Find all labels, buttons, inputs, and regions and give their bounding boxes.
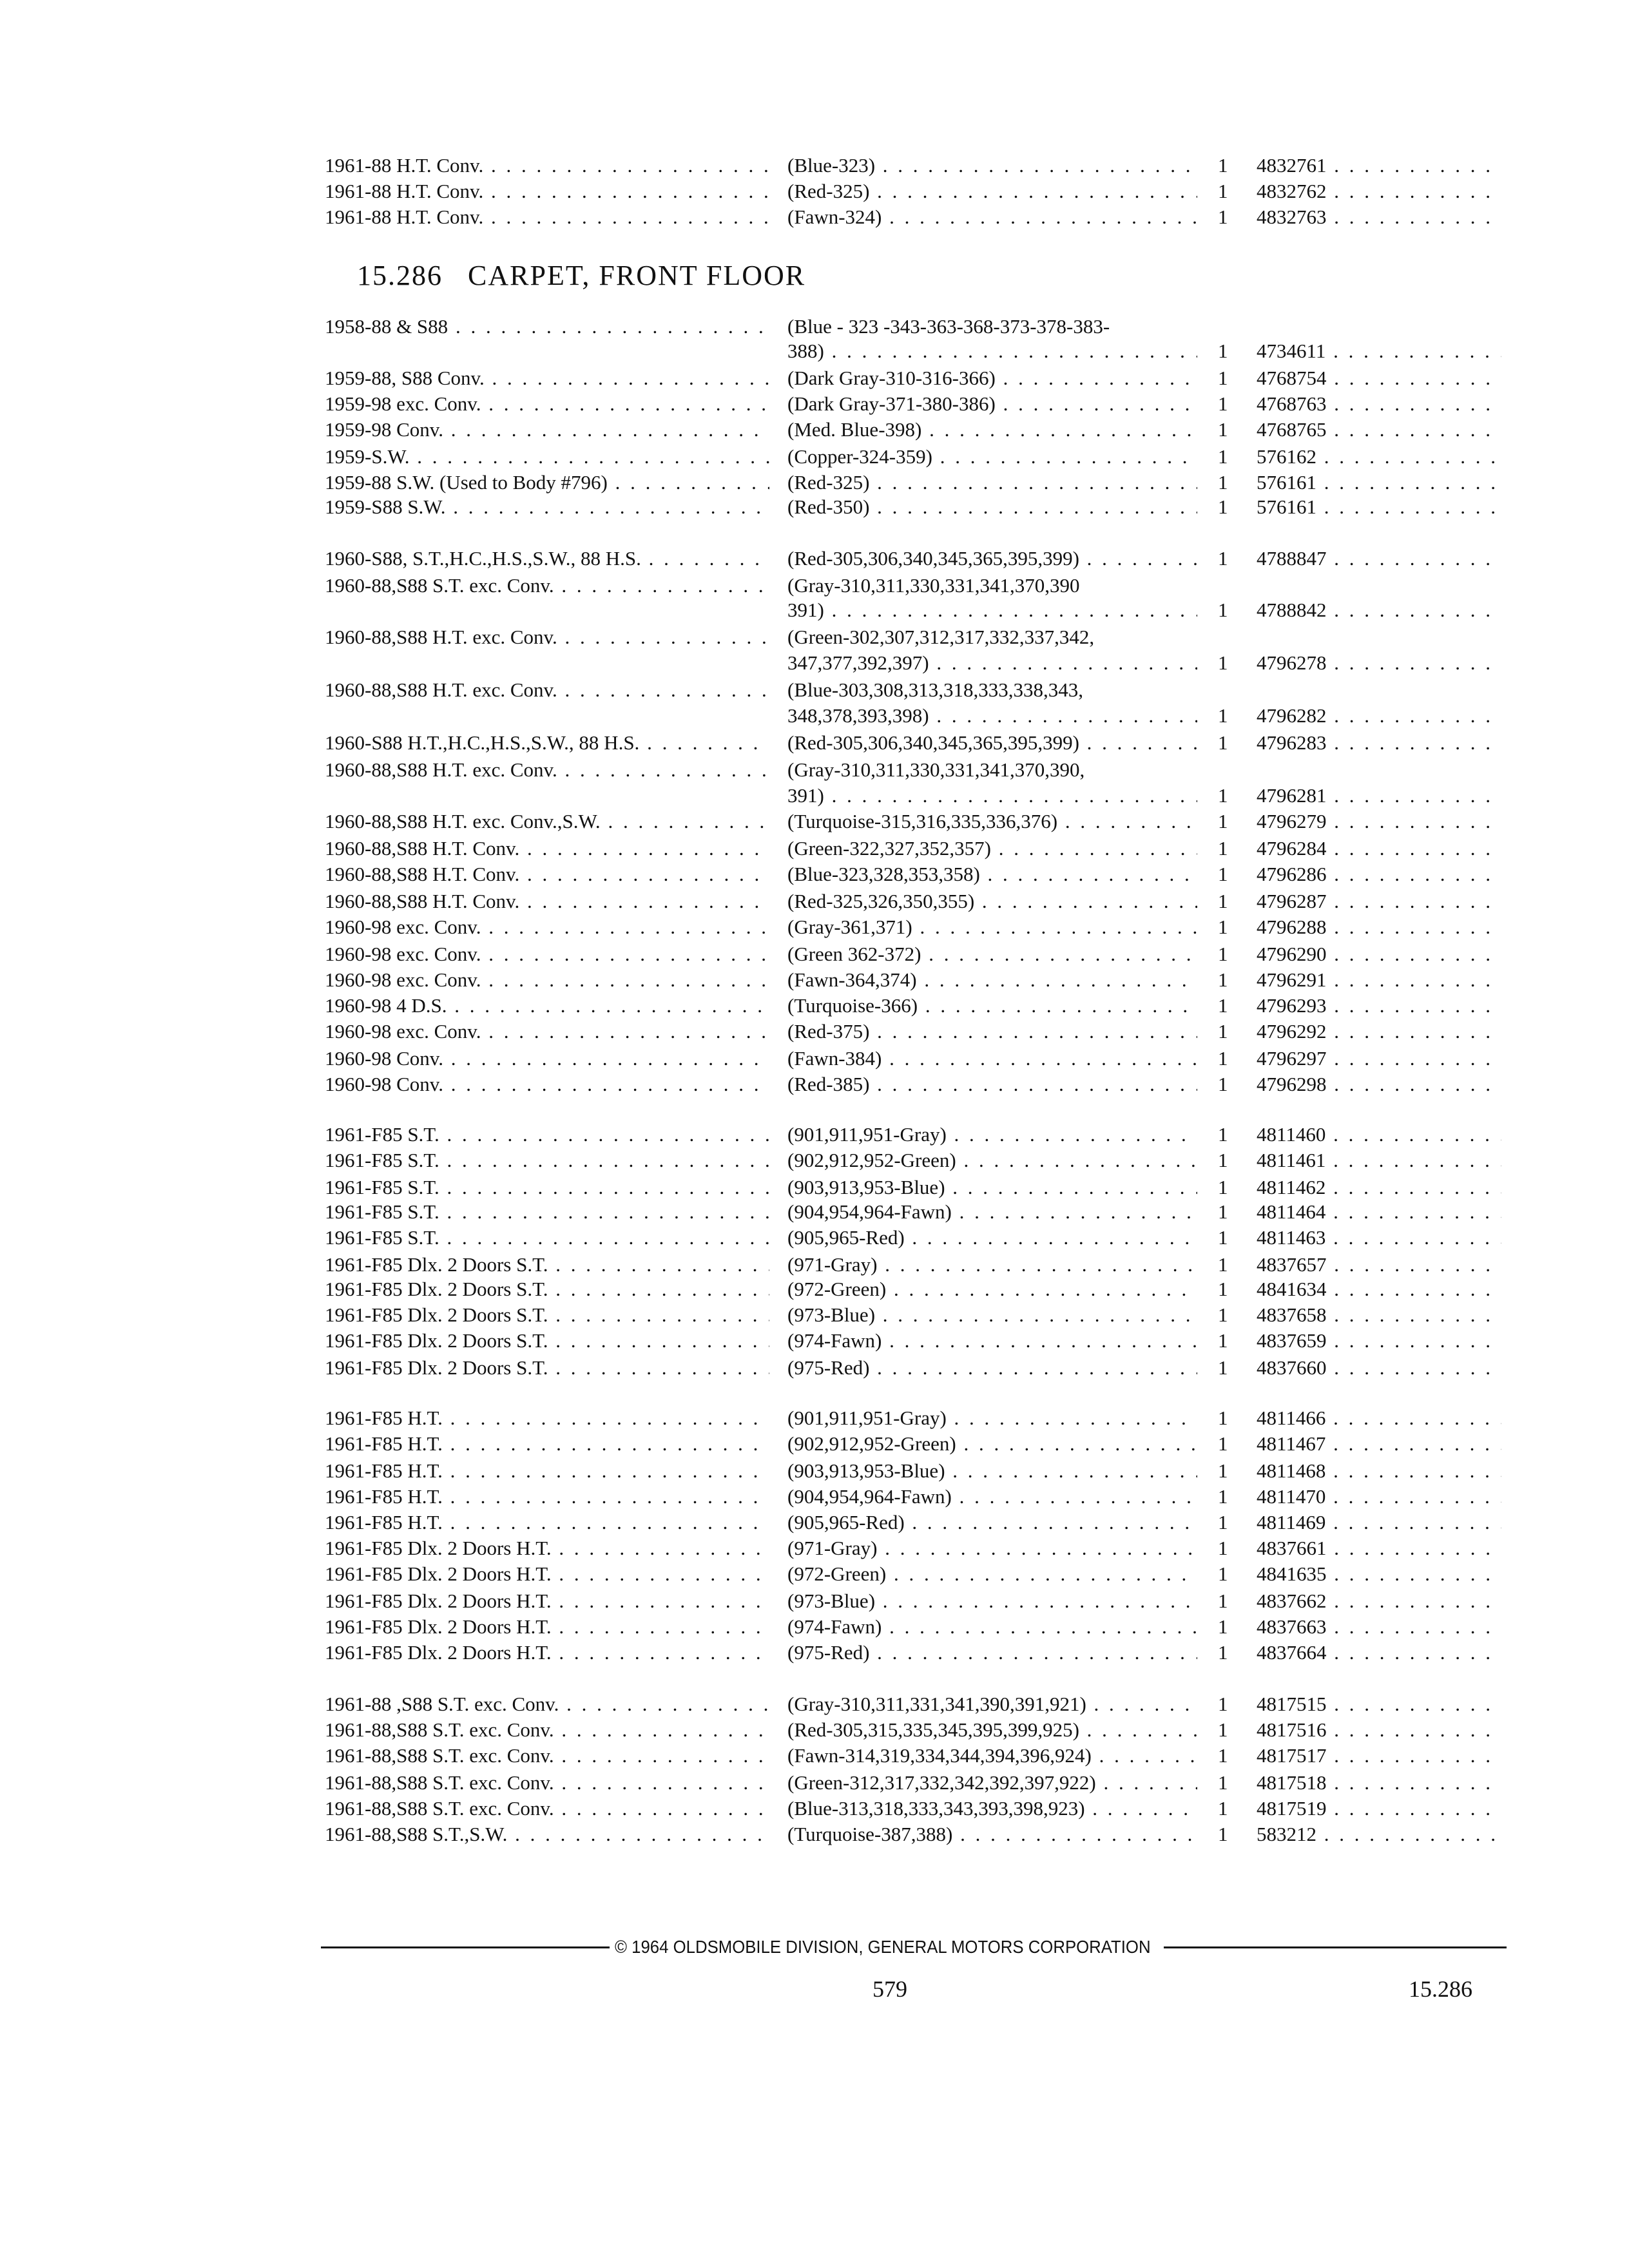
part-number-cell: 4796279 . . . [1257, 808, 1501, 835]
trim-cell: (974-Fawn) . . . [787, 1327, 1197, 1354]
application-cell: 1961-88,S88 S.T.,S.W. . . . [325, 1821, 769, 1848]
application-cell: 1960-98 exc. Conv. . . . [325, 1018, 769, 1045]
quantity-cell: 1 [1218, 837, 1228, 860]
parts-row [0, 572, 1629, 599]
parts-row [0, 1174, 1629, 1201]
application-cell: 1960-88,S88 S.T. exc. Conv. . . . [325, 572, 769, 599]
parts-row [0, 545, 1629, 572]
part-number-cell: 4796293 . . . [1257, 992, 1501, 1019]
application-cell: 1960-88,S88 H.T. Conv. . . . [325, 861, 769, 888]
part-number-cell: 4796287 . . . [1257, 888, 1501, 915]
part-number-cell: 4796281 . . . [1257, 782, 1501, 809]
application-cell: 1960-S88 H.T.,H.C.,H.S.,S.W., 88 H.S. . . . [325, 729, 769, 756]
parts-row [0, 1147, 1629, 1174]
parts-row [0, 1457, 1629, 1485]
parts-row [0, 914, 1629, 941]
quantity-cell: 1 [1218, 1771, 1228, 1794]
parts-row [0, 1251, 1629, 1278]
part-number-cell: 4832763 . . . [1257, 204, 1501, 231]
quantity-cell: 1 [1218, 1356, 1228, 1379]
quantity-cell: 1 [1218, 1641, 1228, 1664]
trim-cell: (905,965-Red) . . . [787, 1509, 1197, 1536]
quantity-cell: 1 [1218, 1407, 1228, 1429]
application-cell: 1960-88,S88 H.T. Conv. . . . [325, 835, 769, 862]
part-number-cell: 576161 . . . [1257, 469, 1501, 496]
parts-row [0, 1535, 1629, 1562]
quantity-cell: 1 [1218, 495, 1228, 518]
quantity-cell: 1 [1218, 1693, 1228, 1715]
part-number-cell: 576161 . . . [1257, 494, 1501, 521]
parts-row [0, 494, 1629, 521]
trim-cell: (904,954,964-Fawn) . . . [787, 1198, 1197, 1225]
parts-row [0, 365, 1629, 392]
part-number-cell: 4817517 . . . [1257, 1742, 1501, 1769]
trim-cell: (Gray-361,371) . . . [787, 914, 1197, 941]
parts-row [0, 1430, 1629, 1457]
parts-row [0, 338, 1629, 365]
quantity-cell: 1 [1218, 1718, 1228, 1741]
trim-cell: (Red-305,306,340,345,365,395,399) . . . [787, 729, 1197, 756]
quantity-cell: 1 [1218, 1149, 1228, 1171]
quantity-cell: 1 [1218, 810, 1228, 832]
trim-cell: (Dark Gray-371-380-386) . . . [787, 390, 1197, 418]
trim-cell: (972-Green) . . . [787, 1276, 1197, 1303]
application-cell: 1961-F85 Dlx. 2 Doors H.T. . . . [325, 1535, 769, 1562]
quantity-cell: 1 [1218, 1278, 1228, 1300]
part-number-cell: 4768765 . . . [1257, 416, 1501, 443]
quantity-cell: 1 [1218, 731, 1228, 754]
application-cell: 1960-88,S88 H.T. exc. Conv. . . . [325, 677, 769, 704]
trim-cell: (Green-322,327,352,357) . . . [787, 835, 1197, 862]
parts-row [0, 390, 1629, 418]
application-cell: 1961-88 H.T. Conv. . . . [325, 178, 769, 205]
application-cell: 1960-88,S88 H.T. exc. Conv. . . . [325, 624, 769, 651]
trim-cell: 391) . . . [787, 782, 1197, 809]
application-cell: 1961-F85 Dlx. 2 Doors S.T. . . . [325, 1327, 769, 1354]
part-number-cell: 4837662 . . . [1257, 1588, 1501, 1615]
quantity-cell: 1 [1218, 1744, 1228, 1767]
part-number-cell: 4837661 . . . [1257, 1535, 1501, 1562]
part-number-cell: 4832761 . . . [1257, 152, 1501, 179]
parts-row [0, 966, 1629, 994]
quantity-cell: 1 [1218, 651, 1228, 674]
quantity-cell: 1 [1218, 1562, 1228, 1585]
parts-row [0, 1121, 1629, 1148]
trim-cell: (972-Green) . . . [787, 1561, 1197, 1588]
part-number-cell: 4796290 . . . [1257, 941, 1501, 968]
parts-row [0, 888, 1629, 915]
application-cell: 1961-88,S88 S.T. exc. Conv. . . . [325, 1742, 769, 1769]
trim-cell: (Turquoise-315,316,335,336,376) . . . [787, 808, 1197, 835]
quantity-cell: 1 [1218, 916, 1228, 938]
application-cell: 1959-98 Conv. . . . [325, 416, 769, 443]
parts-row [0, 152, 1629, 179]
part-number-cell: 4811462 . . . [1257, 1174, 1501, 1201]
part-number-cell: 4788842 . . . [1257, 597, 1501, 624]
quantity-cell: 1 [1218, 1073, 1228, 1095]
trim-cell: (975-Red) . . . [787, 1639, 1197, 1666]
quantity-cell: 1 [1218, 1537, 1228, 1559]
section-heading [357, 259, 805, 292]
footer-rule-left [321, 1946, 610, 1948]
trim-cell: (902,912,952-Green) . . . [787, 1147, 1197, 1174]
quantity-cell: 1 [1218, 1123, 1228, 1146]
trim-cell: (Green-302,307,312,317,332,337,342, [787, 626, 1095, 648]
application-cell: 1961-F85 H.T. . . . [325, 1457, 769, 1485]
parts-row [0, 443, 1629, 470]
parts-row [0, 1588, 1629, 1615]
application-cell: 1961-F85 Dlx. 2 Doors S.T. . . . [325, 1302, 769, 1329]
trim-cell: (Red-305,315,335,345,395,399,925) . . . [787, 1716, 1197, 1744]
quantity-cell: 1 [1218, 599, 1228, 621]
trim-cell: (973-Blue) . . . [787, 1588, 1197, 1615]
parts-row [0, 204, 1629, 231]
part-number-cell: 4811467 . . . [1257, 1430, 1501, 1457]
quantity-cell: 1 [1218, 1329, 1228, 1352]
parts-row [0, 1405, 1629, 1432]
application-cell: 1961-F85 Dlx. 2 Doors S.T. . . . [325, 1276, 769, 1303]
application-cell: 1961-F85 S.T. . . . [325, 1121, 769, 1148]
trim-cell: (975-Red) . . . [787, 1354, 1197, 1381]
parts-row [0, 416, 1629, 443]
application-cell: 1961-88 H.T. Conv. . . . [325, 152, 769, 179]
part-number-cell: 4837657 . . . [1257, 1251, 1501, 1278]
parts-row [0, 1276, 1629, 1303]
application-cell: 1960-98 exc. Conv. . . . [325, 966, 769, 994]
quantity-cell: 1 [1218, 340, 1228, 362]
application-cell: 1959-98 exc. Conv. . . . [325, 390, 769, 418]
parts-row [0, 178, 1629, 205]
application-cell: 1960-98 Conv. . . . [325, 1045, 769, 1072]
application-cell: 1959-S.W. . . . [325, 443, 769, 470]
trim-cell: (Turquoise-387,388) . . . [787, 1821, 1197, 1848]
trim-cell: (Blue - 323 -343-363-368-373-378-383- [787, 315, 1110, 338]
application-cell: 1960-S88, S.T.,H.C.,H.S.,S.W., 88 H.S. . . . [325, 545, 769, 572]
quantity-cell: 1 [1218, 180, 1228, 202]
quantity-cell: 1 [1218, 1047, 1228, 1070]
footer-rule-right [1164, 1946, 1507, 1948]
trim-cell: (971-Gray) . . . [787, 1535, 1197, 1562]
quantity-cell: 1 [1218, 943, 1228, 965]
quantity-cell: 1 [1218, 418, 1228, 441]
trim-cell: (Fawn-324) . . . [787, 204, 1197, 231]
part-number-cell: 4796291 . . . [1257, 966, 1501, 994]
quantity-cell: 1 [1218, 1176, 1228, 1198]
application-cell: 1959-88 S.W. (Used to Body #796) . . . [325, 469, 769, 496]
application-cell: 1960-98 Conv. . . . [325, 1071, 769, 1098]
application-cell: 1959-S88 S.W. . . . [325, 494, 769, 521]
trim-cell: (974-Fawn) . . . [787, 1613, 1197, 1640]
quantity-cell: 1 [1218, 994, 1228, 1017]
application-cell: 1961-F85 S.T. . . . [325, 1174, 769, 1201]
application-cell: 1960-98 exc. Conv. . . . [325, 914, 769, 941]
trim-cell: (Blue-303,308,313,318,333,338,343, [787, 678, 1083, 701]
parts-row [0, 469, 1629, 496]
trim-cell: (973-Blue) . . . [787, 1302, 1197, 1329]
trim-cell: (Blue-323) . . . [787, 152, 1197, 179]
application-cell: 1961-88,S88 S.T. exc. Conv. . . . [325, 1769, 769, 1796]
application-cell: 1961-F85 Dlx. 2 Doors S.T. . . . [325, 1354, 769, 1381]
quantity-cell: 1 [1218, 968, 1228, 991]
application-cell: 1961-F85 H.T. . . . [325, 1483, 769, 1510]
parts-row [0, 649, 1629, 677]
trim-cell: (905,965-Red) . . . [787, 1224, 1197, 1251]
quantity-cell: 1 [1218, 1020, 1228, 1043]
part-number-cell: 4817519 . . . [1257, 1795, 1501, 1822]
section-number: 15.286 [357, 260, 443, 291]
trim-cell: (Red-350) . . . [787, 494, 1197, 521]
part-number-cell: 4796288 . . . [1257, 914, 1501, 941]
part-number-cell: 4817516 . . . [1257, 1716, 1501, 1744]
application-cell: 1961-88,S88 S.T. exc. Conv. . . . [325, 1795, 769, 1822]
quantity-cell: 1 [1218, 784, 1228, 807]
trim-cell: (904,954,964-Fawn) . . . [787, 1483, 1197, 1510]
part-number-cell: 4837663 . . . [1257, 1613, 1501, 1640]
part-number-cell: 4837664 . . . [1257, 1639, 1501, 1666]
application-cell: 1959-88, S88 Conv. . . . [325, 365, 769, 392]
trim-cell: 348,378,393,398) . . . [787, 702, 1197, 729]
trim-cell: (Red-385) . . . [787, 1071, 1197, 1098]
part-number-cell: 4788847 . . . [1257, 545, 1501, 572]
quantity-cell: 1 [1218, 445, 1228, 468]
part-number-cell: 4837658 . . . [1257, 1302, 1501, 1329]
quantity-cell: 1 [1218, 392, 1228, 415]
part-number-cell: 4837659 . . . [1257, 1327, 1501, 1354]
trim-cell: (Dark Gray-310-316-366) . . . [787, 365, 1197, 392]
parts-row [0, 1795, 1629, 1822]
parts-row [0, 1509, 1629, 1536]
application-cell: 1961-F85 Dlx. 2 Doors H.T. . . . [325, 1588, 769, 1615]
part-number-cell: 4768763 . . . [1257, 390, 1501, 418]
application-cell: 1958-88 & S88 . . . [325, 313, 769, 340]
quantity-cell: 1 [1218, 1200, 1228, 1223]
parts-row [0, 313, 1629, 340]
part-number-cell: 4811466 . . . [1257, 1405, 1501, 1432]
quantity-cell: 1 [1218, 1511, 1228, 1533]
parts-row [0, 1018, 1629, 1045]
application-cell: 1960-88,S88 H.T. exc. Conv.,S.W. . . . [325, 808, 769, 835]
application-cell: 1960-98 exc. Conv. . . . [325, 941, 769, 968]
application-cell: 1961-F85 H.T. . . . [325, 1509, 769, 1536]
application-cell: 1961-F85 Dlx. 2 Doors H.T. . . . [325, 1639, 769, 1666]
application-cell: 1961-F85 S.T. . . . [325, 1147, 769, 1174]
part-number-cell: 583212 . . . [1257, 1821, 1501, 1848]
application-cell: 1961-F85 H.T. . . . [325, 1430, 769, 1457]
part-number-cell: 4841635 . . . [1257, 1561, 1501, 1588]
quantity-cell: 1 [1218, 1226, 1228, 1249]
part-number-cell: 4811470 . . . [1257, 1483, 1501, 1510]
quantity-cell: 1 [1218, 704, 1228, 727]
trim-cell: (Fawn-384) . . . [787, 1045, 1197, 1072]
quantity-cell: 1 [1218, 471, 1228, 494]
trim-cell: (903,913,953-Blue) . . . [787, 1457, 1197, 1485]
part-number-cell: 576162 . . . [1257, 443, 1501, 470]
trim-cell: (901,911,951-Gray) . . . [787, 1405, 1197, 1432]
part-number-cell: 4734611 . . . [1257, 338, 1501, 365]
parts-row [0, 1302, 1629, 1329]
parts-row [0, 1071, 1629, 1098]
part-number-cell: 4817518 . . . [1257, 1769, 1501, 1796]
trim-cell: (Green-312,317,332,342,392,397,922) . . . [787, 1769, 1197, 1796]
part-number-cell: 4796286 . . . [1257, 861, 1501, 888]
application-cell: 1960-88,S88 H.T. Conv. . . . [325, 888, 769, 915]
application-cell: 1961-F85 H.T. . . . [325, 1405, 769, 1432]
part-number-cell: 4817515 . . . [1257, 1691, 1501, 1718]
part-number-cell: 4811464 . . . [1257, 1198, 1501, 1225]
parts-row [0, 992, 1629, 1019]
quantity-cell: 1 [1218, 1459, 1228, 1482]
part-number-cell: 4796283 . . . [1257, 729, 1501, 756]
parts-row [0, 1769, 1629, 1796]
part-number-cell: 4796278 . . . [1257, 649, 1501, 677]
parts-row [0, 1742, 1629, 1769]
quantity-cell: 1 [1218, 206, 1228, 228]
trim-cell: (Green 362-372) . . . [787, 941, 1197, 968]
page-number: 579 [872, 1976, 907, 2002]
application-cell: 1961-88 ,S88 S.T. exc. Conv. . . . [325, 1691, 769, 1718]
quantity-cell: 1 [1218, 1485, 1228, 1508]
part-number-cell: 4796282 . . . [1257, 702, 1501, 729]
quantity-cell: 1 [1218, 890, 1228, 912]
trim-cell: (Med. Blue-398) . . . [787, 416, 1197, 443]
quantity-cell: 1 [1218, 1823, 1228, 1845]
part-number-cell: 4811468 . . . [1257, 1457, 1501, 1485]
trim-cell: (Gray-310,311,330,331,341,370,390, [787, 758, 1085, 781]
trim-cell: (Blue-313,318,333,343,393,398,923) . . . [787, 1795, 1197, 1822]
footer-copyright: © 1964 OLDSMOBILE DIVISION, GENERAL MOTORS CORPORATION [615, 1937, 1151, 1957]
trim-cell: 347,377,392,397) . . . [787, 649, 1197, 677]
parts-row [0, 1354, 1629, 1381]
application-cell: 1961-F85 Dlx. 2 Doors S.T. . . . [325, 1251, 769, 1278]
application-cell: 1961-88,S88 S.T. exc. Conv. . . . [325, 1716, 769, 1744]
trim-cell: (903,913,953-Blue) . . . [787, 1174, 1197, 1201]
trim-cell: 388) . . . [787, 338, 1197, 365]
trim-cell: (Red-305,306,340,345,365,395,399) . . . [787, 545, 1197, 572]
trim-cell: (Blue-323,328,353,358) . . . [787, 861, 1197, 888]
application-cell: 1961-88 H.T. Conv. . . . [325, 204, 769, 231]
quantity-cell: 1 [1218, 1615, 1228, 1638]
trim-cell: (Red-325) . . . [787, 178, 1197, 205]
parts-row [0, 1613, 1629, 1640]
trim-cell: (901,911,951-Gray) . . . [787, 1121, 1197, 1148]
part-number-cell: 4811461 . . . [1257, 1147, 1501, 1174]
quantity-cell: 1 [1218, 367, 1228, 389]
parts-row [0, 1198, 1629, 1225]
parts-row [0, 1045, 1629, 1072]
application-cell: 1961-F85 S.T. . . . [325, 1224, 769, 1251]
quantity-cell: 1 [1218, 1797, 1228, 1820]
part-number-cell: 4796292 . . . [1257, 1018, 1501, 1045]
parts-row [0, 702, 1629, 729]
parts-row [0, 1483, 1629, 1510]
trim-cell: (Red-375) . . . [787, 1018, 1197, 1045]
parts-row [0, 1639, 1629, 1666]
quantity-cell: 1 [1218, 154, 1228, 177]
part-number-cell: 4837660 . . . [1257, 1354, 1501, 1381]
parts-row [0, 1327, 1629, 1354]
section-title: CARPET, FRONT FLOOR [468, 260, 806, 291]
parts-row [0, 1691, 1629, 1718]
parts-row [0, 941, 1629, 968]
application-cell: 1961-F85 Dlx. 2 Doors H.T. . . . [325, 1561, 769, 1588]
part-number-cell: 4796284 . . . [1257, 835, 1501, 862]
application-cell: 1960-88,S88 H.T. exc. Conv. . . . [325, 756, 769, 783]
application-cell: 1961-F85 S.T. . . . [325, 1198, 769, 1225]
trim-cell: (Copper-324-359) . . . [787, 443, 1197, 470]
parts-row [0, 782, 1629, 809]
quantity-cell: 1 [1218, 1432, 1228, 1455]
trim-cell: (Gray-310,311,331,341,390,391,921) . . . [787, 1691, 1197, 1718]
parts-row [0, 729, 1629, 756]
trim-cell: (Gray-310,311,330,331,341,370,390 [787, 574, 1080, 597]
parts-row [0, 1561, 1629, 1588]
part-number-cell: 4811469 . . . [1257, 1509, 1501, 1536]
parts-row [0, 1224, 1629, 1251]
part-number-cell: 4768754 . . . [1257, 365, 1501, 392]
parts-row [0, 835, 1629, 862]
trim-cell: 391) . . . [787, 597, 1197, 624]
trim-cell: (902,912,952-Green) . . . [787, 1430, 1197, 1457]
parts-row [0, 597, 1629, 624]
parts-row [0, 1821, 1629, 1848]
part-number-cell: 4832762 . . . [1257, 178, 1501, 205]
part-number-cell: 4841634 . . . [1257, 1276, 1501, 1303]
part-number-cell: 4811460 . . . [1257, 1121, 1501, 1148]
quantity-cell: 1 [1218, 547, 1228, 570]
part-number-cell: 4796297 . . . [1257, 1045, 1501, 1072]
footer-section-number: 15.286 [1409, 1976, 1472, 2002]
parts-row [0, 624, 1629, 651]
quantity-cell: 1 [1218, 1253, 1228, 1276]
footer-copyright-line [321, 1933, 1507, 1961]
quantity-cell: 1 [1218, 1590, 1228, 1612]
part-number-cell: 4811463 . . . [1257, 1224, 1501, 1251]
trim-cell: (Fawn-364,374) . . . [787, 966, 1197, 994]
part-number-cell: 4796298 . . . [1257, 1071, 1501, 1098]
parts-row [0, 677, 1629, 704]
trim-cell: (Turquoise-366) . . . [787, 992, 1197, 1019]
application-cell: 1961-F85 Dlx. 2 Doors H.T. . . . [325, 1613, 769, 1640]
parts-row [0, 808, 1629, 835]
parts-row [0, 861, 1629, 888]
parts-row [0, 1716, 1629, 1744]
trim-cell: (Red-325,326,350,355) . . . [787, 888, 1197, 915]
trim-cell: (971-Gray) . . . [787, 1251, 1197, 1278]
parts-row [0, 756, 1629, 783]
quantity-cell: 1 [1218, 1303, 1228, 1326]
trim-cell: (Fawn-314,319,334,344,394,396,924) . . . [787, 1742, 1197, 1769]
application-cell: 1960-98 4 D.S. . . . [325, 992, 769, 1019]
quantity-cell: 1 [1218, 863, 1228, 885]
trim-cell: (Red-325) . . . [787, 469, 1197, 496]
